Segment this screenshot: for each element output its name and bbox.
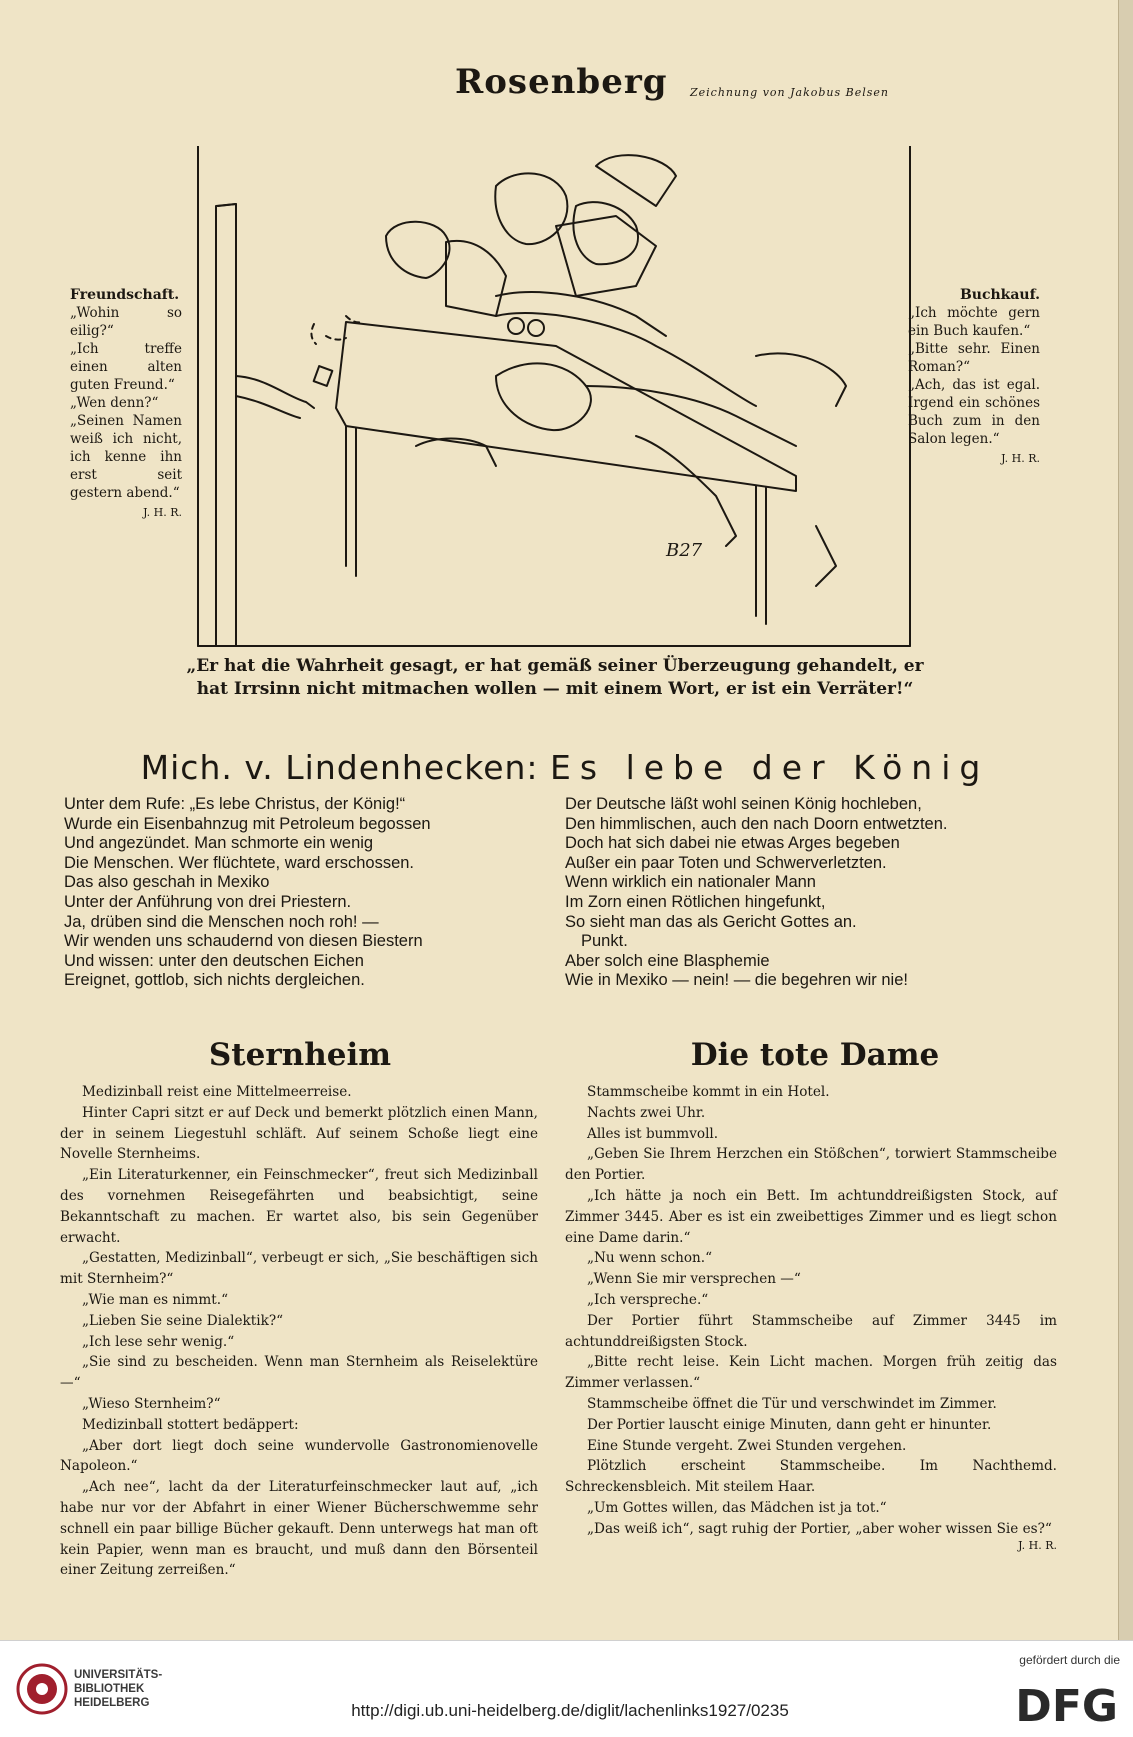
poem-author: Mich. v. Lindenhecken: [140, 748, 539, 787]
funded-by-label: gefördert durch die [1019, 1653, 1120, 1667]
poem-line: Wenn wirklich ein nationaler Mann [565, 873, 816, 892]
story-paragraph: „Geben Sie Ihrem Herzchen ein Stößchen“, torwiert Stammscheibe den Portier. [565, 1146, 1057, 1184]
figure-head-icon [573, 202, 638, 264]
page-edge [1118, 0, 1133, 1640]
story-paragraph: Hinter Capri sitzt er auf Deck und bemerkt plötzlich einen Mann, der in seinem Liegestuhl schläft. Auf seinem Schoße liegt eine Novelle Sternheims. [60, 1104, 538, 1163]
story-paragraph: „Um Gottes willen, das Mädchen ist ja tot.“ [587, 1499, 887, 1516]
story-paragraph: Eine Stunde vergeht. Zwei Stunden vergehen. [587, 1437, 907, 1454]
dfg-logo-text: DFG [1015, 1681, 1118, 1727]
story-paragraph: Der Portier lauscht einige Minuten, dann geht er hinunter. [587, 1416, 992, 1433]
poem-heading: Es lebe der König [550, 748, 990, 787]
sidebar-line: „Ich möchte gern ein Buch kaufen.“ [908, 305, 1040, 339]
sidebar-buchkauf [908, 286, 1040, 468]
sidebar-heading: Buchkauf. [959, 287, 1040, 303]
institution-line: UNIVERSITÄTS- [74, 1669, 163, 1681]
story-paragraph: „Lieben Sie seine Dialektik?“ [82, 1312, 284, 1329]
story-paragraph: „Gestatten, Medizinball“, verbeugt er sich, „Sie beschäftigen sich mit Sternheim?“ [60, 1250, 538, 1288]
poem-line: So sieht man das als Gericht Gottes an. [565, 912, 857, 931]
poem-right-column [565, 795, 1065, 991]
story-paragraph: Medizinball stottert bedäppert: [82, 1416, 299, 1433]
story-paragraph: „Wie man es nimmt.“ [82, 1291, 229, 1308]
story-signature: J. H. R. [1018, 1538, 1057, 1552]
story-paragraph: „Ein Literaturkenner, ein Feinschmecker“, freut sich Medizinball des vornehmen Reisegefährten und beabsichtigt, seine Bekanntschaft zu machen. Er wartet also, bis sein Gegenüber erwacht. [60, 1167, 538, 1246]
caption-line: hat Irrsinn nicht mitmachen wollen — mit einem Wort, er ist ein Verräter!“ [196, 679, 914, 699]
drawing-credit: Zeichnung von Jakobus Belsen [690, 86, 889, 99]
poem-line: Aber solch eine Blasphemie [565, 951, 770, 970]
story-sternheim [60, 1082, 538, 1581]
poem-line: Wurde ein Eisenbahnzug mit Petroleum begossen [64, 814, 431, 833]
institution-line: HEIDELBERG [74, 1697, 150, 1709]
story-paragraph: Stammscheibe kommt in ein Hotel. [587, 1084, 830, 1100]
poem-left-column [64, 795, 544, 991]
dfg-logo [988, 1677, 1120, 1727]
door-icon [216, 204, 236, 646]
poem-line: Die Menschen. Wer flüchtete, ward erschossen. [64, 853, 415, 872]
poem-line: Ereignet, gottlob, sich nichts dergleichen. [64, 971, 365, 990]
poem-line: Und angezündet. Man schmorte ein wenig [64, 834, 374, 853]
sidebar-line: „Wohin so eilig?“ [70, 305, 182, 339]
story-paragraph: „Aber dort liegt doch seine wundervolle Gastronomienovelle Napoleon.“ [60, 1437, 538, 1475]
figure-head-icon [495, 173, 567, 244]
poem-line: Wie in Mexiko — nein! — die begehren wir nie! [565, 971, 908, 990]
poem-line: Unter der Anführung von drei Priestern. [64, 892, 352, 911]
story-paragraph: Nachts zwei Uhr. [587, 1104, 706, 1121]
story-paragraph: „Ich lese sehr wenig.“ [82, 1333, 235, 1350]
glass-icon [314, 366, 333, 386]
spectacles-icon [508, 318, 524, 334]
story-tote-dame [565, 1082, 1057, 1556]
poem-line: Der Deutsche läßt wohl seinen König hochleben, [565, 795, 922, 813]
arm-icon [236, 376, 314, 418]
story-paragraph: Plötzlich erscheint Stammscheibe. Im Nachthemd. Schreckensbleich. Mit steilem Haar. [565, 1458, 1057, 1496]
story-paragraph: „Bitte recht leise. Kein Licht machen. Morgen früh zeitig das Zimmer verlassen.“ [565, 1354, 1057, 1392]
poem-line: Punkt. [581, 932, 628, 951]
institution-line: BIBLIOTHEK [74, 1683, 145, 1695]
university-seal-icon [16, 1663, 68, 1715]
sidebar-freundschaft [70, 286, 182, 522]
sidebar-signature: J. H. R. [143, 506, 182, 519]
sidebar-line: „Ich treffe einen alten guten Freund.“ [70, 341, 182, 393]
sidebar-line: „Ach, das ist egal. Irgend ein schönes Buch zum in den Salon legen.“ [908, 377, 1040, 447]
institution-name [74, 1668, 162, 1710]
story-paragraph: „Ich hätte ja noch ein Bett. Im achtunddreißigsten Stock, auf Zimmer 3445. Aber es ist ein zweibettiges Zimmer und es liegt schon eine Dame darin.“ [565, 1187, 1057, 1246]
story-paragraph: „Wenn Sie mir versprechen —“ [587, 1271, 801, 1288]
cartoon-illustration [196, 146, 912, 648]
poem-line: Ja, drüben sind die Menschen noch roh! — [64, 912, 379, 931]
story-paragraph: Der Portier führt Stammscheibe auf Zimmer 3445 im achtunddreißigsten Stock. [565, 1312, 1057, 1350]
poem-line: Im Zorn einen Rötlichen hingefunkt, [565, 892, 826, 911]
sidebar-line: „Seinen Namen weiß ich nicht, ich kenne ihn erst seit gestern abend.“ [70, 413, 182, 501]
story-paragraph: Medizinball reist eine Mittelmeerreise. [82, 1084, 352, 1100]
story-paragraph: „Das weiß ich“, sagt ruhig der Portier, „aber woher wissen Sie es?“ [587, 1520, 1052, 1537]
figure-head-icon [496, 363, 591, 430]
story-paragraph: Alles ist bummvoll. [587, 1125, 719, 1142]
story-title-tote-dame: Die tote Dame [690, 1037, 940, 1073]
caption-line: „Er hat die Wahrheit gesagt, er hat gemäß seiner Überzeugung gehandelt, er [186, 656, 924, 676]
story-paragraph: „Ach nee“, lacht da der Literaturfeinschmecker laut auf, „ich habe nur vor der Abfahrt in einer Wiener Bücherschwemme sehr schnell ein paar billige Bücher gekauft. Denn unterwegs hat man oft kein Papier, wenn man es braucht, und muß dann den Börsenteil einer Zeitung zerreißen.“ [60, 1479, 538, 1579]
sidebar-line: „Bitte sehr. Einen Roman?“ [908, 341, 1040, 375]
poem-line: Das also geschah in Mexiko [64, 873, 270, 892]
permalink-url[interactable]: http://digi.ub.uni-heidelberg.de/diglit/lachenlinks1927/0235 [351, 1701, 789, 1720]
poem-line: Wir wenden uns schaudernd von diesen Biestern [64, 932, 423, 951]
monogram: B27 [666, 540, 703, 561]
sidebar-heading: Freundschaft. [70, 287, 180, 303]
story-paragraph: „Sie sind zu bescheiden. Wenn man Sternheim als Reiselektüre —“ [60, 1354, 538, 1392]
poem-line: Doch hat sich dabei nie etwas Arges begeben [565, 834, 900, 853]
poem-line: Unter dem Rufe: „Es lebe Christus, der König!“ [64, 795, 406, 813]
story-paragraph: „Nu wenn schon.“ [587, 1250, 713, 1267]
table-icon [336, 322, 796, 491]
poem-line: Außer ein paar Toten und Schwerverletzten. [565, 853, 887, 872]
sidebar-line: „Wen denn?“ [70, 395, 159, 411]
page-title: Rosenberg [455, 62, 668, 102]
poem-line: Und wissen: unter den deutschen Eichen [64, 951, 364, 970]
poem-line: Den himmlischen, auch den nach Doorn entwetzten. [565, 814, 948, 833]
story-paragraph: Stammscheibe öffnet die Tür und verschwindet im Zimmer. [587, 1395, 997, 1412]
figure-head-icon [386, 222, 449, 278]
story-paragraph: „Ich verspreche.“ [587, 1291, 709, 1308]
poem-title [60, 748, 1070, 787]
story-title-sternheim: Sternheim [208, 1037, 392, 1073]
sidebar-signature: J. H. R. [1001, 452, 1040, 465]
drawing-caption [170, 655, 940, 701]
story-paragraph: „Wieso Sternheim?“ [82, 1395, 221, 1412]
footer-bar [0, 1640, 1133, 1737]
